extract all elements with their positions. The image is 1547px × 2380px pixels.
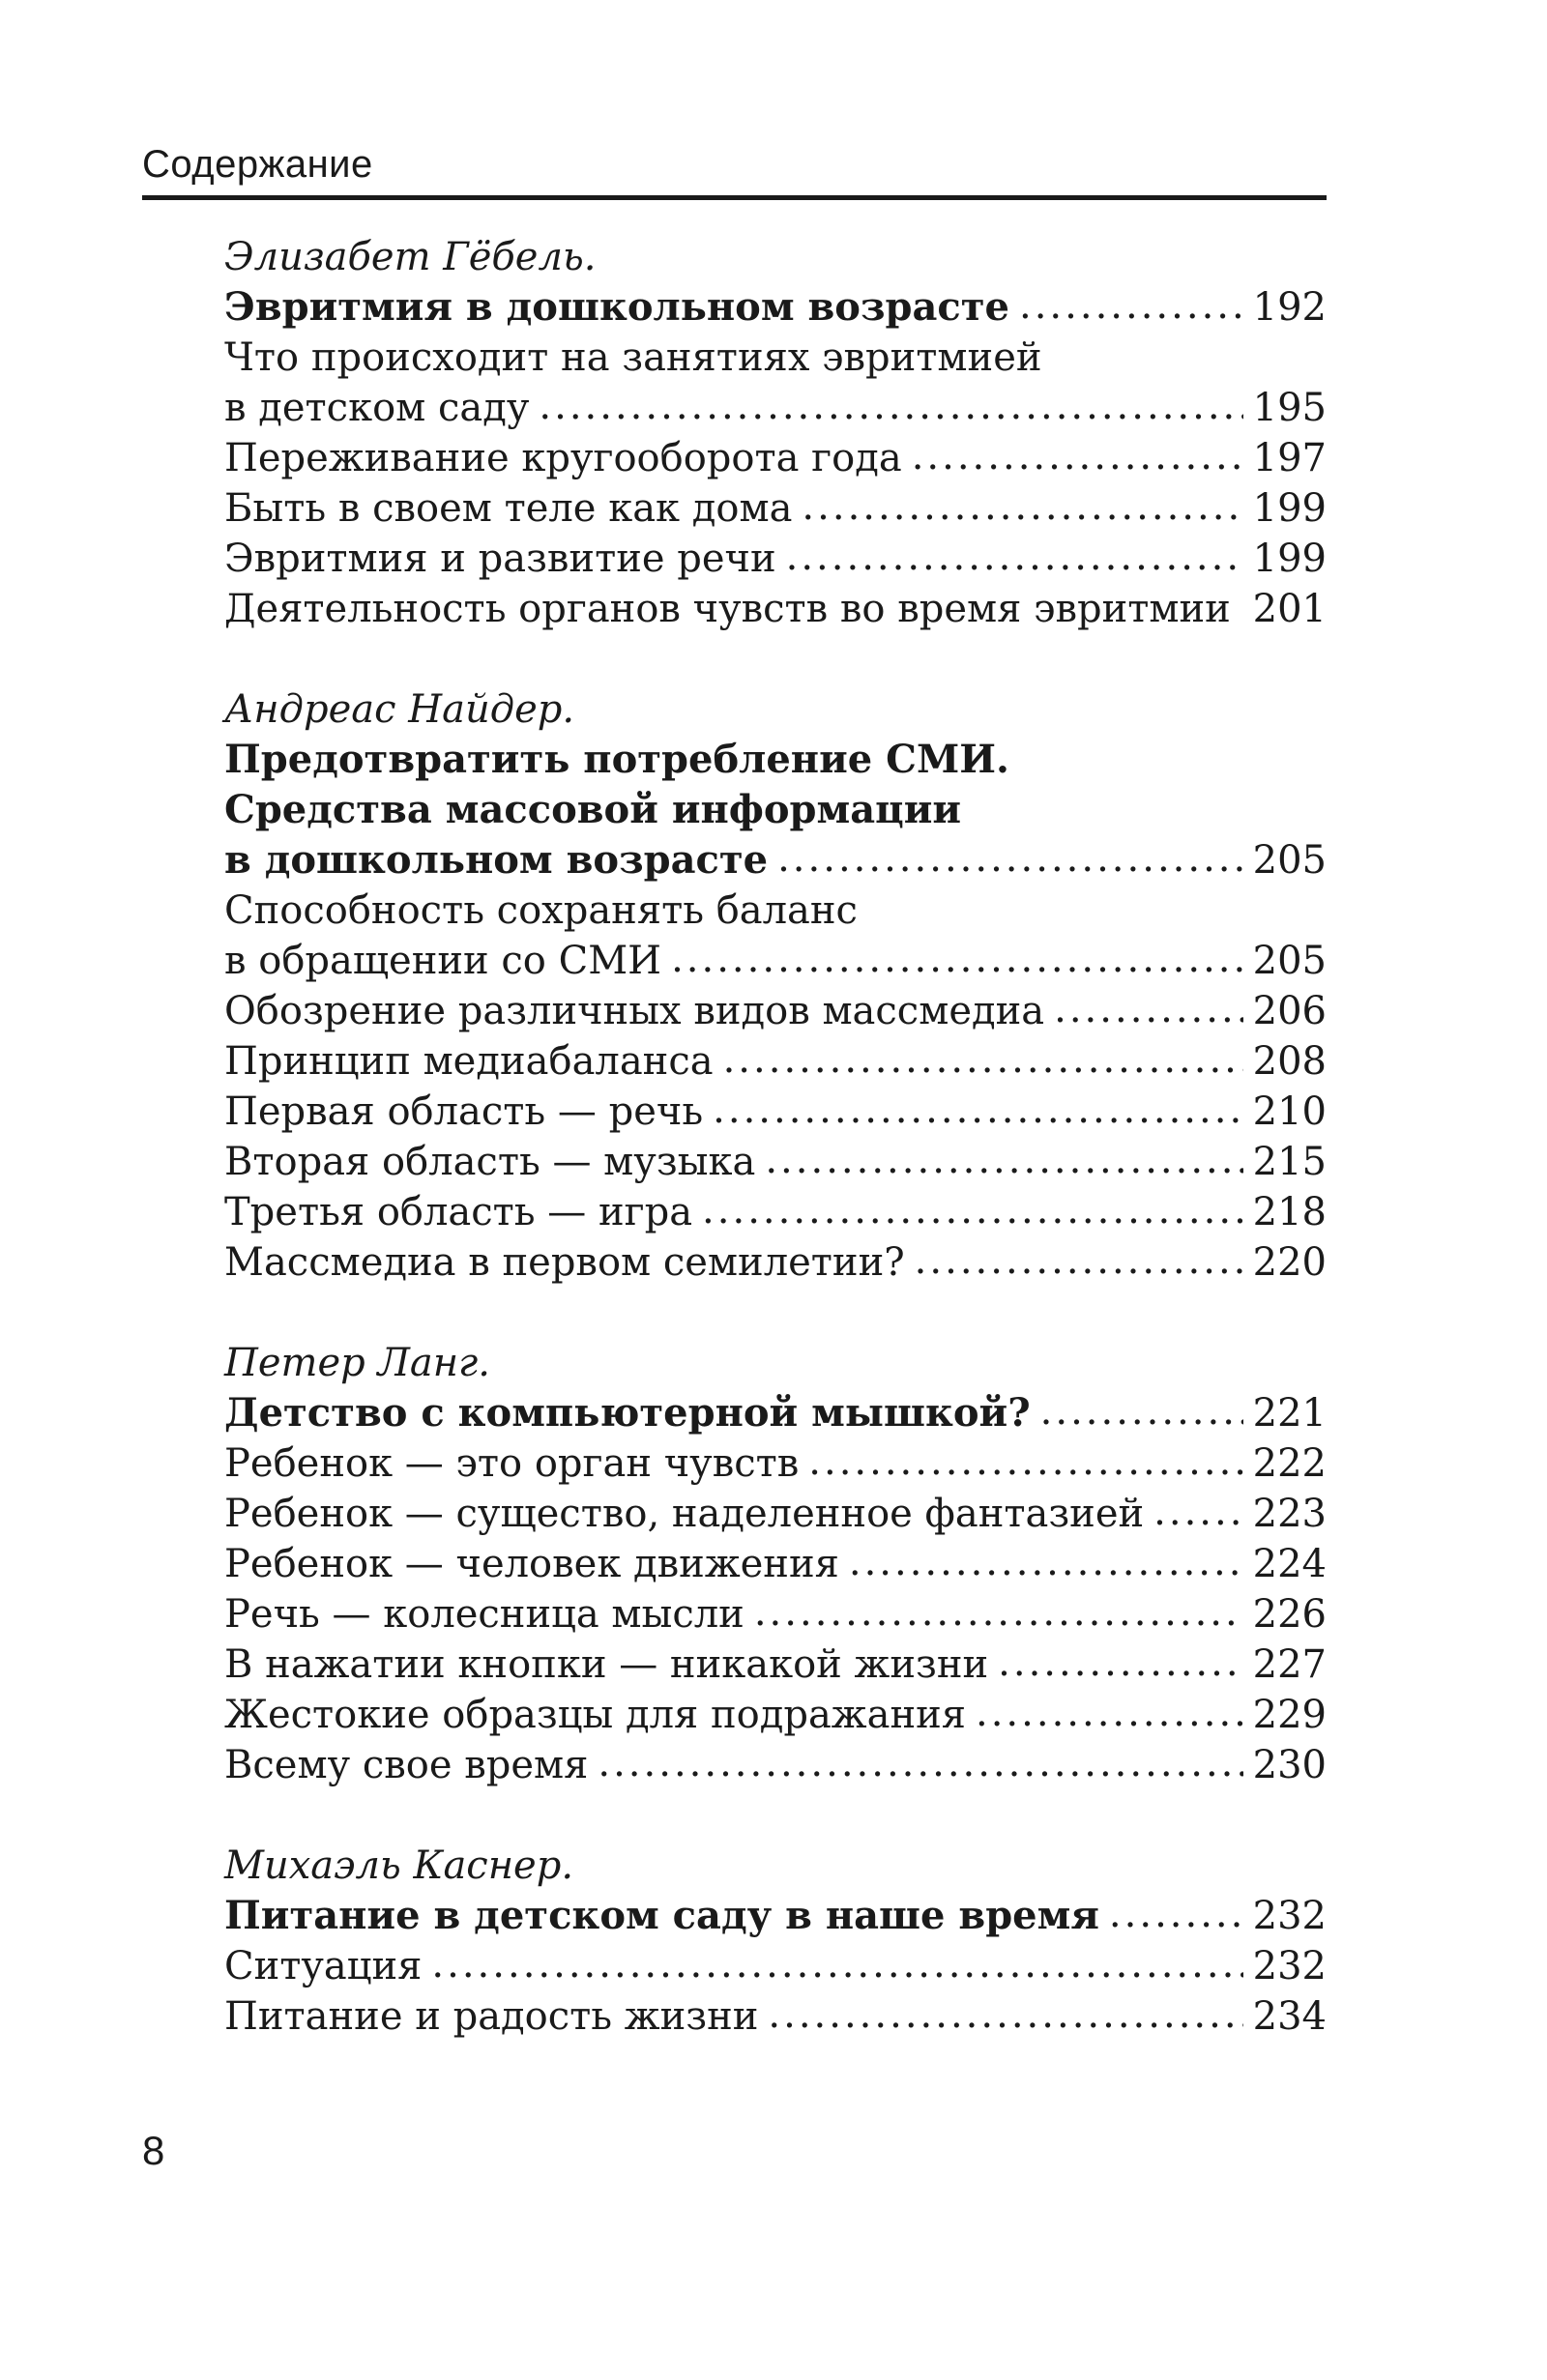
dot-leader — [1241, 582, 1243, 632]
toc-entry[interactable] — [224, 1991, 1327, 2042]
toc-entry[interactable] — [224, 1539, 1327, 1589]
entry-page: 199 — [1252, 486, 1327, 531]
toc-section — [224, 684, 1327, 1288]
dot-leader — [765, 1135, 1242, 1185]
dot-leader — [998, 1638, 1243, 1688]
section-title-entry[interactable] — [224, 835, 1327, 885]
entry-title: В нажатии кнопки — никакой жизни — [224, 1642, 989, 1687]
dot-leader — [915, 1235, 1243, 1286]
entry-page: 205 — [1252, 838, 1327, 883]
entry-title: Быть в своем теле как дома — [224, 486, 793, 531]
dot-leader — [754, 1587, 1243, 1638]
page-number: 8 — [142, 2128, 165, 2173]
entry-title: в обращении со СМИ — [224, 939, 662, 983]
toc-entry[interactable] — [224, 1187, 1327, 1237]
toc-entry[interactable] — [224, 1237, 1327, 1288]
toc-entry[interactable] — [224, 383, 1327, 433]
entry-title: Переживание кругооборота года — [224, 436, 902, 480]
entry-title: Жестокие образцы для подражания — [224, 1693, 966, 1737]
dot-leader — [671, 934, 1243, 984]
toc-entry[interactable] — [224, 1589, 1327, 1640]
entry-title: Ребенок — существо, наделенное фантазией — [224, 1492, 1145, 1536]
entry-title: Эвритмия и развитие речи — [224, 537, 776, 581]
entry-title: Третья область — игра — [224, 1190, 693, 1234]
section-author: Элизабет Гёбель. — [224, 235, 597, 279]
toc-section — [224, 232, 1327, 634]
dot-leader — [777, 833, 1243, 884]
dot-leader — [539, 381, 1242, 431]
toc-entry[interactable] — [224, 1438, 1327, 1489]
toc-entry[interactable] — [224, 936, 1327, 986]
dot-leader — [1040, 1386, 1243, 1437]
entry-page: 215 — [1252, 1140, 1327, 1184]
entry-page: 210 — [1252, 1089, 1327, 1134]
entry-page: 232 — [1252, 1894, 1327, 1938]
dot-leader — [1019, 280, 1243, 331]
entry-title: Речь — колесница мысли — [224, 1592, 744, 1637]
toc-entry[interactable] — [224, 1137, 1327, 1187]
entry-title: Обозрение различных видов массмедиа — [224, 989, 1045, 1033]
entry-title: Принцип медиабаланса — [224, 1039, 714, 1084]
entry-page: 199 — [1252, 537, 1327, 581]
dot-leader — [808, 1437, 1242, 1487]
toc-entry[interactable] — [224, 584, 1327, 634]
dot-leader — [768, 1989, 1242, 2040]
toc-entry[interactable] — [224, 1690, 1327, 1740]
dot-leader — [598, 1738, 1242, 1788]
toc-entry[interactable] — [224, 483, 1327, 534]
entry-page: 224 — [1252, 1542, 1327, 1586]
dot-leader — [786, 532, 1243, 582]
toc-entry[interactable] — [224, 1489, 1327, 1539]
entry-page: 232 — [1252, 1944, 1327, 1988]
entry-page: 201 — [1252, 587, 1327, 631]
entry-title-lead: Что происходит на занятиях эвритмией — [224, 335, 1042, 380]
dot-leader — [1054, 984, 1243, 1034]
entry-title: Первая область — речь — [224, 1089, 704, 1134]
entry-title: Ребенок — человек движения — [224, 1542, 839, 1586]
dot-leader — [802, 481, 1242, 532]
toc-entry[interactable] — [224, 1640, 1327, 1690]
entry-title: Эвритмия в дошкольном возрасте — [224, 284, 1009, 330]
toc-section — [224, 1338, 1327, 1790]
dot-leader — [849, 1537, 1243, 1587]
toc-entry[interactable] — [224, 1941, 1327, 1991]
entry-page: 192 — [1252, 285, 1327, 330]
toc-entry[interactable] — [224, 1087, 1327, 1137]
entry-page: 227 — [1252, 1642, 1327, 1687]
entry-page: 218 — [1252, 1190, 1327, 1234]
entry-page: 222 — [1252, 1441, 1327, 1486]
toc-entry[interactable] — [224, 1740, 1327, 1790]
dot-leader — [702, 1185, 1243, 1235]
dot-leader — [1109, 1889, 1243, 1939]
dot-leader — [1153, 1487, 1242, 1537]
entry-page: 229 — [1252, 1693, 1327, 1737]
entry-page: 205 — [1252, 939, 1327, 983]
entry-title: Ребенок — это орган чувств — [224, 1441, 800, 1486]
entry-page: 206 — [1252, 989, 1327, 1033]
entry-title: Всему свое время — [224, 1743, 589, 1787]
entry-page: 230 — [1252, 1743, 1327, 1787]
section-author: Михаэль Каснер. — [224, 1843, 574, 1888]
toc-entry[interactable] — [224, 433, 1327, 483]
dot-leader — [713, 1085, 1243, 1135]
entry-title: Ситуация — [224, 1944, 423, 1988]
section-author: Петер Ланг. — [224, 1341, 490, 1385]
section-author: Андреас Найдер. — [224, 687, 575, 732]
entry-title: Вторая область — музыка — [224, 1140, 756, 1184]
entry-title-lead: Способность сохранять баланс — [224, 888, 858, 933]
entry-title: в детском саду — [224, 386, 530, 430]
toc-section — [224, 1841, 1327, 2042]
entry-page: 195 — [1252, 386, 1327, 430]
entry-title: Детство с компьютерной мышкой? — [224, 1390, 1031, 1436]
section-title-line: Средства массовой информации — [224, 787, 962, 832]
entry-page: 221 — [1252, 1391, 1327, 1436]
entry-page: 208 — [1252, 1039, 1327, 1084]
entry-title: в дошкольном возрасте — [224, 837, 769, 883]
toc-entry[interactable] — [224, 1036, 1327, 1087]
section-title-entry[interactable] — [224, 282, 1327, 333]
toc-entry[interactable] — [224, 986, 1327, 1036]
entry-page: 226 — [1252, 1592, 1327, 1637]
dot-leader — [976, 1688, 1243, 1738]
dot-leader — [912, 431, 1243, 481]
entry-page: 197 — [1252, 436, 1327, 480]
header-rule — [142, 195, 1327, 200]
entry-title: Деятельность органов чувств во время эвритмии — [224, 587, 1231, 631]
entry-page: 220 — [1252, 1240, 1327, 1285]
running-head: Содержание — [142, 143, 373, 186]
section-title-entry[interactable] — [224, 1891, 1327, 1941]
dot-leader — [431, 1939, 1242, 1989]
table-of-contents — [224, 232, 1327, 2092]
dot-leader — [723, 1034, 1243, 1085]
entry-page: 234 — [1252, 1994, 1327, 2039]
entry-title: Питание в детском саду в наше время — [224, 1893, 1099, 1938]
section-title-line: Предотвратить потребление СМИ. — [224, 737, 1009, 782]
entry-title: Массмедиа в первом семилетии? — [224, 1240, 905, 1285]
entry-title: Питание и радость жизни — [224, 1994, 759, 2039]
section-title-entry[interactable] — [224, 1388, 1327, 1438]
entry-page: 223 — [1252, 1492, 1327, 1536]
toc-entry[interactable] — [224, 534, 1327, 584]
